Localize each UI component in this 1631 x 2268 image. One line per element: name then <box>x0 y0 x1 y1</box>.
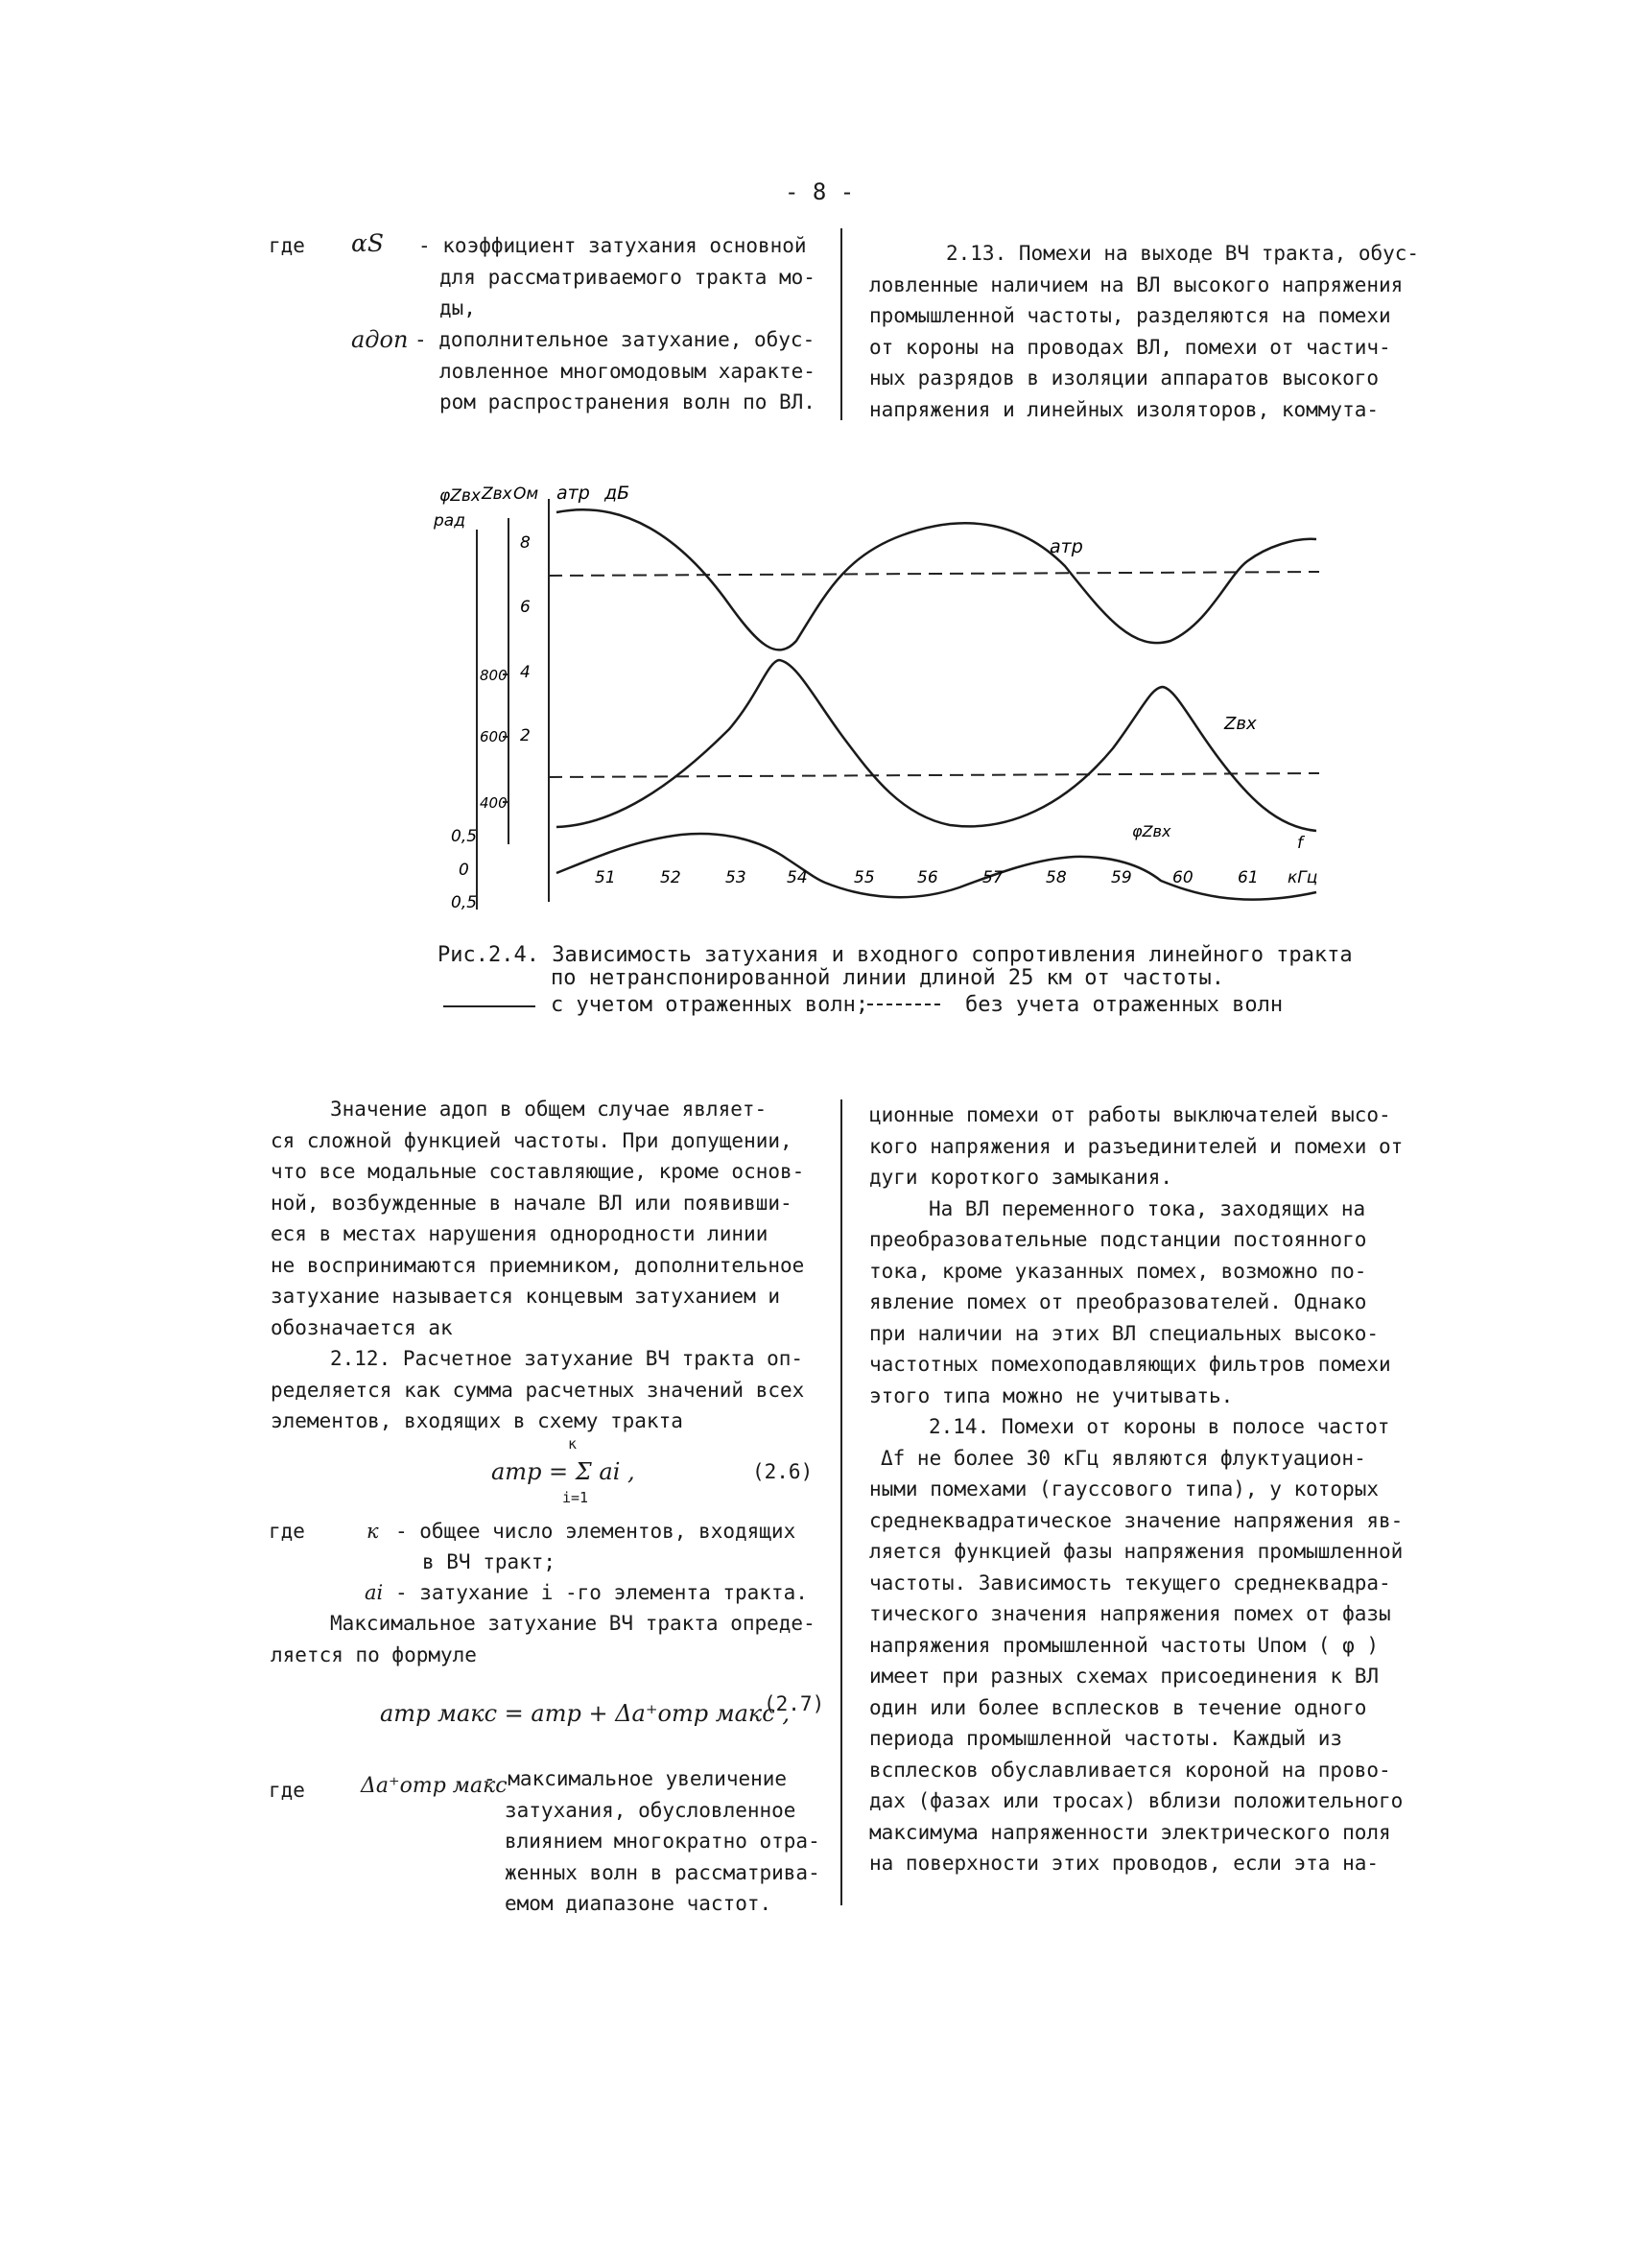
text-line: кого напряжения и разъединителей и помехи от <box>869 1134 1404 1158</box>
x-tick-label: 56 <box>917 868 938 887</box>
bottom-left-para3 <box>271 1608 837 1670</box>
text-line: один или более всплесков в течение одного <box>869 1695 1367 1719</box>
text-line: среднеквадратическое значение напряжения яв- <box>869 1508 1404 1532</box>
text-line: от короны на проводах ВЛ, помехи от частич- <box>869 335 1391 359</box>
text-line: ляется функцией фазы напряжения промышленной <box>869 1540 1404 1563</box>
alpha-s-symbol: αS <box>351 229 385 257</box>
text-line: частотных помехоподавляющих фильтров помехи <box>869 1353 1391 1376</box>
text-line: ределяется как сумма расчетных значений всех <box>271 1378 805 1402</box>
z-tick-label: 600 <box>480 728 508 745</box>
x-tick-label: 55 <box>854 868 875 887</box>
ai-definition: - затухание і -го элемента тракта. <box>395 1581 808 1604</box>
figure-2-4 <box>0 0 1631 959</box>
a-tick-label: 4 <box>520 663 531 682</box>
text-line: емом диапазоне частот. <box>505 1892 772 1915</box>
text-line: явление помех от преобразователей. Однако <box>869 1290 1367 1313</box>
z-tick-label: 800 <box>480 667 508 684</box>
text-line: периода промышленной частоты. Каждый из <box>869 1727 1343 1750</box>
text-line: обозначается aк <box>271 1315 453 1339</box>
def2-line: ром распространения волн по ВЛ. <box>439 390 816 413</box>
where-label: где <box>269 234 305 257</box>
zvx-curve <box>556 660 1316 831</box>
x-tick-label: 60 <box>1172 868 1194 887</box>
where-label: где <box>269 1520 305 1543</box>
column-divider-bottom <box>840 1099 842 1905</box>
text-line: ловленные наличием на ВЛ высокого напряжения <box>869 272 1404 296</box>
where-label: где <box>269 1779 305 1802</box>
atr-curve-label: aтр <box>1050 536 1083 557</box>
text-line: всплесков обуславливается короной на прово- <box>869 1758 1391 1782</box>
text-line: 2.12. Расчетное затухание ВЧ тракта оп- <box>330 1347 804 1370</box>
ai-symbol: aі <box>365 1581 384 1604</box>
text-line: еся в местах нарушения однородности линии <box>271 1222 768 1245</box>
text-line: дах (фазах или тросах) вблизи положительного <box>869 1789 1404 1812</box>
text-line: ляется по формуле <box>271 1642 477 1666</box>
phi-axis-label: φZвх <box>439 486 481 506</box>
text-line: ными помехами (гауссового типа), у которых <box>869 1477 1380 1500</box>
text-line: Δf не более 30 кГц являются флуктуацион- <box>881 1446 1366 1470</box>
k-symbol: к <box>366 1520 379 1543</box>
x-unit-label: кГц <box>1288 868 1318 887</box>
a-tick-label: 2 <box>520 726 531 745</box>
atr-dashed-line <box>549 572 1319 576</box>
text-line: промышленной частоты, разделяются на помехи <box>869 304 1391 327</box>
x-tick-label: 51 <box>595 868 616 887</box>
def1-line: ды, <box>439 296 476 319</box>
formula-2-6-number: (2.6) <box>752 1460 814 1483</box>
page-number: - 8 - <box>785 178 855 205</box>
text-line: На ВЛ переменного тока, заходящих на <box>929 1196 1366 1220</box>
delta-a-symbol: Δa⁺отр макс <box>361 1774 508 1798</box>
a-ticks <box>520 533 531 745</box>
x-tick-label: 53 <box>725 868 746 887</box>
a-axis-label: aтр <box>556 483 590 504</box>
k-definition-2: в ВЧ тракт; <box>422 1550 556 1573</box>
x-tick-label: 58 <box>1046 868 1067 887</box>
z-ticks <box>480 667 508 812</box>
text-line: ной, возбужденные в начале ВЛ или появивши- <box>271 1191 792 1215</box>
text-line: затухания, обусловленное <box>505 1798 796 1822</box>
text-line: женных волн в рассматрива- <box>505 1860 820 1884</box>
text-line: затухание называется концевым затуханием и <box>271 1285 781 1308</box>
def2-line: - дополнительное затухание, обус- <box>414 328 816 351</box>
text-line: не воспринимаются приемником, дополнительное <box>271 1253 805 1277</box>
text-line: Значение aдоп в общем случае являет- <box>330 1098 768 1121</box>
formula-2-6-sum-bottom: і=1 <box>562 1489 589 1506</box>
f-curve-label: f <box>1297 834 1303 853</box>
text-line: напряжения промышленной частоты Uпом ( φ ) <box>869 1633 1380 1657</box>
text-line: этого типа можно не учитывать. <box>869 1383 1234 1407</box>
legend-dashed-sample <box>867 1004 940 1005</box>
phi-tick-label: 0,5 <box>451 827 478 846</box>
text-line: преобразовательные подстанции постоянного <box>869 1228 1367 1251</box>
text-line: при наличии на этих ВЛ специальных высоко- <box>869 1321 1380 1345</box>
formula-2-6: aтр = Σ aі , <box>491 1458 635 1485</box>
phi-curve <box>556 834 1316 900</box>
def1-line: - коэффициент затухания основной <box>418 234 807 257</box>
text-line: - максимальное увеличение <box>484 1767 788 1790</box>
x-tick-label: 61 <box>1238 868 1259 887</box>
text-line: 2.14. Помехи от короны в полосе частот <box>929 1415 1390 1438</box>
k-definition: - общее число элементов, входящих <box>395 1520 796 1543</box>
text-line: имеет при разных схемах присоединения к ВЛ <box>869 1665 1380 1688</box>
legend-solid-label: с учетом отраженных волн; <box>551 993 869 1017</box>
x-tick-label: 57 <box>982 868 1004 887</box>
bottom-left-para1 <box>271 1094 837 1437</box>
a-axis-unit: дБ <box>604 483 630 504</box>
def1-line: для рассматриваемого тракта мо- <box>439 265 816 289</box>
text-line: ционные помехи от работы выключателей высо- <box>869 1103 1391 1126</box>
formula-2-7: aтр макс = aтр + Δa⁺отр макс , <box>380 1700 790 1727</box>
text-line: что все модальные составляющие, кроме основ- <box>271 1160 805 1183</box>
x-tick-label: 52 <box>660 868 681 887</box>
phi-tick-label: 0 <box>459 861 469 880</box>
legend-solid-sample <box>443 1005 535 1007</box>
phi-ticks <box>451 827 477 912</box>
bottom-right-text <box>869 1099 1445 1879</box>
a-tick-label: 8 <box>520 533 531 553</box>
z-tick-label: 400 <box>480 794 508 812</box>
phi-tick-label: 0,5 <box>451 893 478 912</box>
x-axis <box>595 868 1317 887</box>
text-line: влиянием многократно отра- <box>505 1830 820 1853</box>
text-line: частоты. Зависимость текущего среднеквадра- <box>869 1571 1391 1595</box>
a-tick-label: 6 <box>520 598 531 617</box>
formula-2-7-number: (2.7) <box>764 1692 825 1715</box>
x-tick-label: 54 <box>787 868 808 887</box>
zvx-curve-label: Zвх <box>1224 714 1257 734</box>
text-line: элементов, входящих в схему тракта <box>271 1409 683 1432</box>
zvx-dashed-line <box>549 773 1319 777</box>
phi-curve-label: φZвх <box>1132 822 1171 840</box>
text-line: Максимальное затухание ВЧ тракта опреде- <box>330 1612 816 1635</box>
text-line: ся сложной функцией частоты. При допущении, <box>271 1128 792 1152</box>
text-line: 2.13. Помехи на выходе ВЧ тракта, обус- <box>946 242 1420 265</box>
phi-axis-unit: рад <box>434 511 465 531</box>
a-dop-symbol: aдоп <box>351 326 409 353</box>
text-line: напряжения и линейных изоляторов, коммута- <box>869 397 1380 421</box>
delta-a-definition <box>484 1763 848 1920</box>
z-axis-label: Zвх <box>482 484 512 504</box>
legend-dashed-label: без учета отраженных волн <box>965 993 1284 1017</box>
text-line: дуги короткого замыкания. <box>869 1166 1173 1189</box>
atr-curve <box>556 509 1316 650</box>
caption-line-2: по нетранспонированной линии длиной 25 км от частоты. <box>551 966 1224 990</box>
formula-2-6-sum-top: к <box>568 1435 578 1453</box>
x-tick-label: 59 <box>1111 868 1132 887</box>
caption-line-1: Рис.2.4. Зависимость затухания и входного сопротивления линейного тракта <box>437 943 1353 967</box>
text-line: максимума напряженности электрического поля <box>869 1820 1391 1844</box>
text-line: на поверхности этих проводов, если эта на- <box>869 1852 1380 1875</box>
text-line: тока, кроме указанных помех, возможно по- <box>869 1259 1367 1283</box>
text-line: тического значения напряжения помех от фазы <box>869 1602 1391 1625</box>
z-axis-unit: Ом <box>513 484 539 504</box>
def2-line: ловленное многомодовым характе- <box>439 359 816 383</box>
text-line: ных разрядов в изоляции аппаратов высокого <box>869 366 1380 390</box>
